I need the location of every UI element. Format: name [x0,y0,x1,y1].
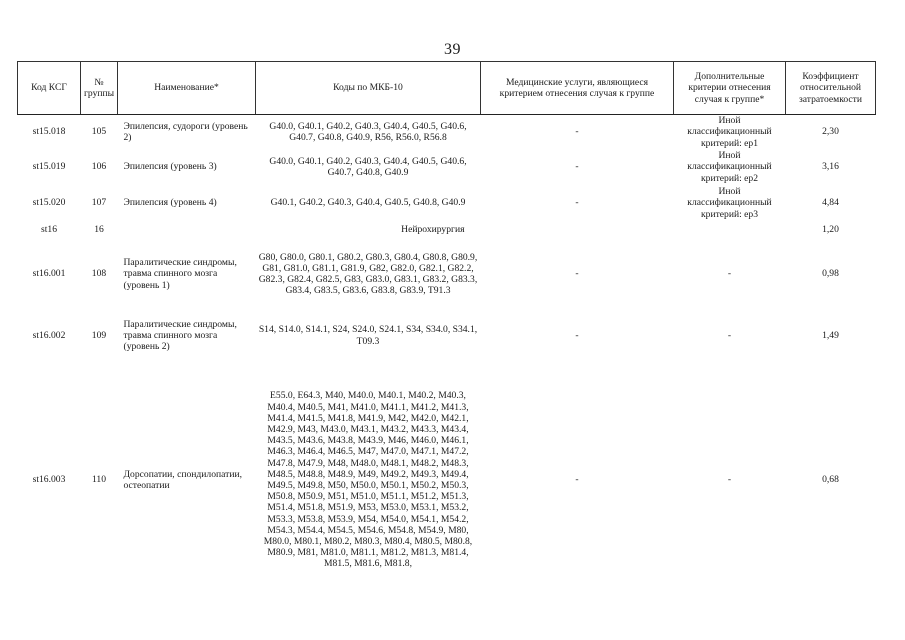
cell-name: Эпилепсия (уровень 4) [123,197,217,209]
table-row [18,362,876,598]
cell-code: st16.002 [32,329,66,341]
cell-coef: 1,49 [822,329,839,341]
cell-code: st16.003 [32,474,66,486]
cell-coef: 2,30 [822,126,839,138]
cell-services: - [575,268,579,280]
cell-section-title: Нейрохирургия [401,224,465,236]
header-icd: Коды по МКБ-10 [256,62,481,115]
cell-additional: - [727,329,732,341]
cell-coef: 4,84 [822,197,839,209]
cell-group: 109 [91,329,107,341]
ksg-table [17,61,876,598]
cell-services: - [575,474,579,486]
cell-code: st15.019 [32,161,66,173]
cell-code: st16 [41,224,57,236]
cell-coef: 0,98 [822,268,839,280]
page-number: 39 [444,41,461,58]
cell-code: st15.018 [32,126,66,138]
cell-coef: 3,16 [822,161,839,173]
cell-additional: - [727,474,732,486]
cell-name: Паралитические синдромы, травма спинного мозга (уровень 1) [123,257,237,291]
table-row [18,185,876,221]
ksg-table-container [17,61,875,598]
table-row [18,115,876,150]
cell-code: st16.001 [32,268,66,280]
cell-icd: G40.0, G40.1, G40.2, G40.3, G40.4, G40.5, G40.6, G40.7, G40.8, G40.9, R56, R56.0, R56.8 [269,120,467,143]
cell-icd: E55.0, E64.3, M40, M40.0, M40.1, M40.2, M40.3, M40.4, M40.5, M41, M41.0, M41.1, M41.2, M41.3, M41.4, M41.5, M41.8, M41.9, M42, M42.0, M42.1, M42.9, M43, M43.0, M43.1, M43.2, M43.3, M43.4, M43.5, M43.6, M43.8, M43.9, M46, M46.0, M46.1, M46.3, M46.4, M46.5, M47, M47.0, M47.1, M47.2, M47.8, M47.9, M48, M48.0, M48.1, M48.2, M48.3, M48.5, M48.8, M48.9, M49, M49.2, M49.3, M49.4, M49.5, M49.8, M50, M50.0, M50.1, M50.2, M50.3, M50.8, M50.9, M51, M51.0, M51.1, M51.2, M51.3, M51.4, M51.8, M51.9, M53, M53.0, M53.1, M53.2, M53.3, M53.8, M53.9, M54, M54.0, M54.1, M54.2, M54.3, M54.4, M54.5, M54.6, M54.8, M54.9, M80, M80.0, M80.1, M80.2, M80.3, M80.4, M80.5, M80.8, M80.9, M81, M81.0, M81.1, M81.2, M81.3, M81.4, M81.5, M81.6, M81.8, [263,390,473,570]
cell-group: 106 [91,161,107,173]
header-additional: Дополнительные критерии отнесения случая к группе* [674,62,786,115]
section-row [18,221,876,239]
header-code: Код КСГ [18,62,81,115]
header-group: № группы [81,62,118,115]
cell-coef: 1,20 [822,224,839,236]
cell-additional: Иной классификационный критерий: ep1 [687,115,772,149]
table-body [18,115,876,599]
cell-additional [674,221,786,239]
cell-services: - [575,329,579,341]
cell-additional: Иной классификационный критерий: ep3 [687,186,772,220]
cell-additional: - [727,268,732,280]
header-coef: Коэффициент относительной затратоемкости [786,62,876,115]
cell-name: Эпилепсия (уровень 3) [123,161,217,173]
cell-name: Паралитические синдромы, травма спинного мозга (уровень 2) [123,318,237,353]
cell-group: 105 [91,126,107,138]
cell-name [118,221,256,239]
header-services: Медицинские услуги, являющиеся критерием отнесения случая к группе [481,62,674,115]
cell-icd: G40.1, G40.2, G40.3, G40.4, G40.5, G40.8, G40.9 [270,197,466,209]
table-row [18,309,876,362]
table-header [18,62,876,115]
cell-services: - [575,161,579,173]
cell-icd: S14, S14.0, S14.1, S24, S24.0, S24.1, S34, S34.0, S34.1, T09.3 [258,324,478,347]
cell-coef: 0,68 [822,474,839,486]
cell-code: st15.020 [32,197,66,209]
cell-icd: G80, G80.0, G80.1, G80.2, G80.3, G80.4, G80.8, G80.9, G81, G81.0, G81.1, G81.9, G82, G82.0, G82.1, G82.2, G82.3, G82.4, G82.5, G83, G83.0, G83.1, G83.2, G83.3, G83.4, G83.5, G83.6, G83.8, G83.9, T91.3 [258,251,478,297]
cell-services [481,221,674,239]
cell-group: 16 [94,224,104,236]
cell-name: Эпилепсия, судороги (уровень 2) [123,120,248,143]
header-name: Наименование* [118,62,256,115]
cell-icd: G40.0, G40.1, G40.2, G40.3, G40.4, G40.5, G40.6, G40.7, G40.8, G40.9 [269,155,467,178]
cell-services: - [575,126,579,138]
cell-services: - [575,197,579,209]
cell-group: 108 [91,268,107,280]
cell-group: 110 [91,474,107,486]
table-row [18,149,876,185]
header-row [18,62,876,115]
cell-name: Дорсопатии, спондилопатии, остеопатии [123,468,243,491]
cell-group: 107 [91,197,107,209]
table-row [18,239,876,309]
cell-additional: Иной классификационный критерий: ep2 [687,150,772,184]
